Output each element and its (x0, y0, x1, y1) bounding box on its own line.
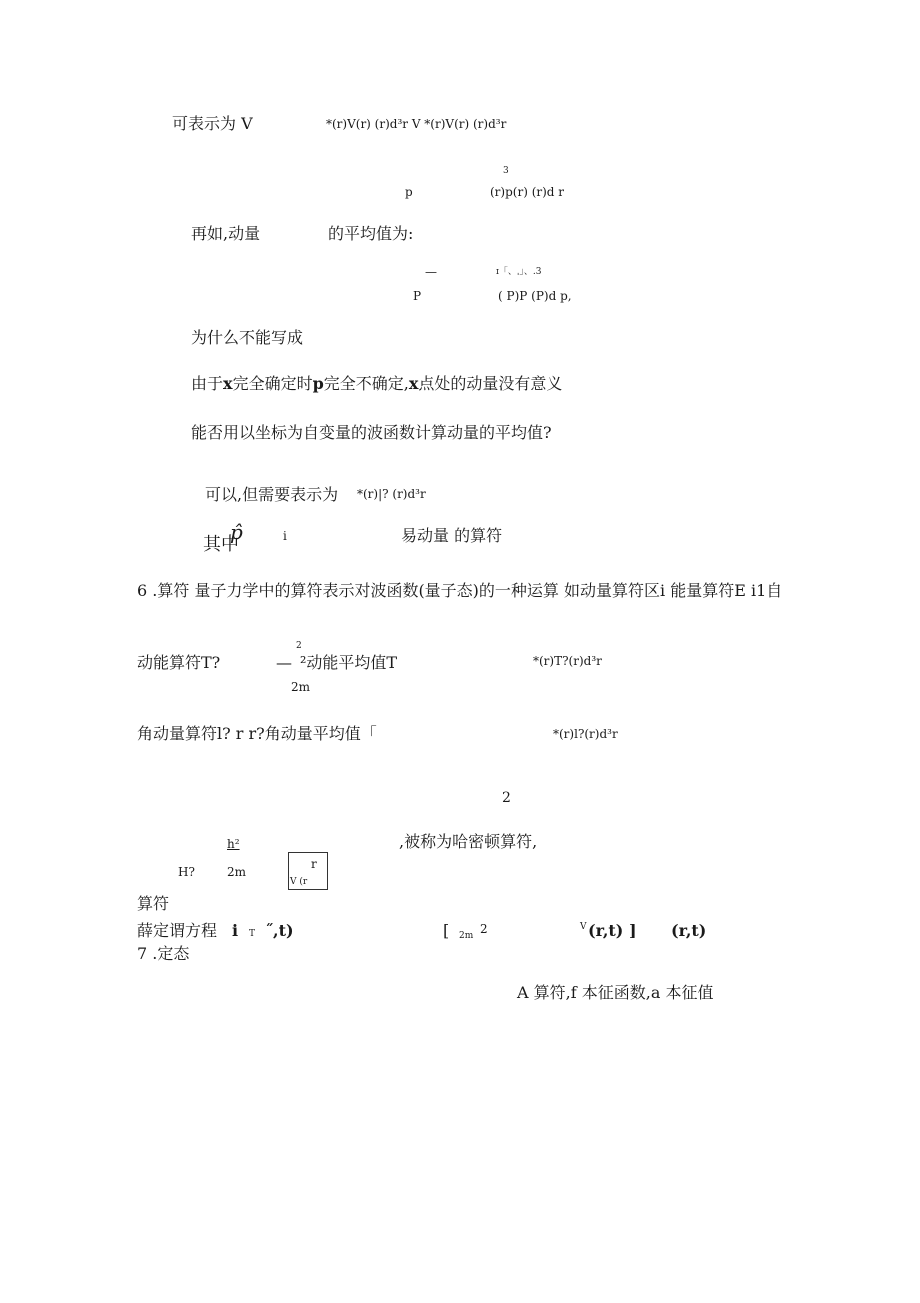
hamiltonian-H: H? (178, 865, 195, 879)
hamiltonian-denominator: 2m (227, 865, 247, 879)
operator-word: 算符 (137, 894, 170, 913)
line-expectation-v-label: 可表示为 V (172, 114, 253, 133)
momentum-expr: (r)p(r) (r)d r (490, 185, 565, 199)
kinetic-average-label: ²动能平均值T (300, 653, 398, 672)
kinetic-expr: *(r)T?(r)d³r (533, 654, 602, 668)
schrodinger-bracket: [ (443, 921, 450, 940)
garbled-top: ɪ「、ˌ」、.3 (496, 267, 542, 277)
box-r: r (311, 857, 317, 871)
where-label: 其中 (203, 534, 239, 555)
section-7-stationary: 7 .定态 (137, 944, 190, 963)
schrodinger-V: V (580, 922, 587, 932)
schrodinger-label: 薛定谓方程 (137, 921, 218, 940)
exponent-3: 3 (503, 166, 509, 176)
overbar-dash: — (425, 265, 437, 279)
schrodinger-2m: 2m (459, 931, 474, 941)
eigen-definitions: A 算符,f 本征函数,a 本征值 (517, 983, 714, 1002)
schrodinger-i: i (232, 921, 239, 940)
symbol-p: p (405, 185, 413, 199)
kinetic-operator-label: 动能算符T? (137, 653, 221, 672)
schrodinger-T: T (249, 929, 256, 939)
kinetic-sup-2: 2 (296, 641, 302, 651)
answer-expr: *(r)|? (r)d³r (357, 487, 426, 501)
schrodinger-rt1: (r,t) ] (588, 921, 637, 940)
hamiltonian-label: ,被称为哈密顿算符, (399, 832, 538, 851)
momentum-intro-a: 再如,动量 (191, 224, 261, 243)
kinetic-dash: — (276, 653, 292, 672)
kinetic-denominator: 2m (291, 680, 311, 694)
symbol-i: i (283, 529, 287, 543)
p-hat-symbol: p̂ (230, 520, 243, 544)
line-expectation-v-expr: *(r)V(r) (r)d³r V *(r)V(r) (r)d³r (326, 117, 507, 131)
question-coordinate: 能否用以坐标为自变量的波函数计算动量的平均值? (191, 423, 552, 442)
question-why: 为什么不能写成 (191, 328, 304, 347)
h-squared: h² (227, 837, 240, 851)
momentum-operator-note: 易动量 的算符 (401, 526, 503, 545)
schrodinger-rest: ˝,t) (265, 921, 294, 940)
schrodinger-rt2: (r,t) (671, 921, 707, 940)
momentum-intro-b: 的平均值为: (328, 224, 414, 243)
symbol-P: P (413, 289, 422, 303)
angular-momentum-expr: *(r)l?(r)d³r (553, 727, 618, 741)
angular-momentum-label: 角动量算符l? r r?角动量平均值「 (137, 724, 377, 743)
schrodinger-sq: 2 (480, 922, 488, 936)
box-v: V (r (290, 877, 308, 887)
number-2: 2 (502, 790, 511, 806)
reason-line: 由于x完全确定时p完全不确定,x点处的动量没有意义 (191, 374, 563, 393)
answer-yes: 可以,但需要表示为 (205, 485, 339, 504)
section-6-operators: 6 .算符 量子力学中的算符表示对波函数(量子态)的一种运算 如动量算符区i 能量算符E i1自 (137, 581, 783, 600)
p-space-expr: ( P)P (P)d p, (498, 289, 572, 303)
